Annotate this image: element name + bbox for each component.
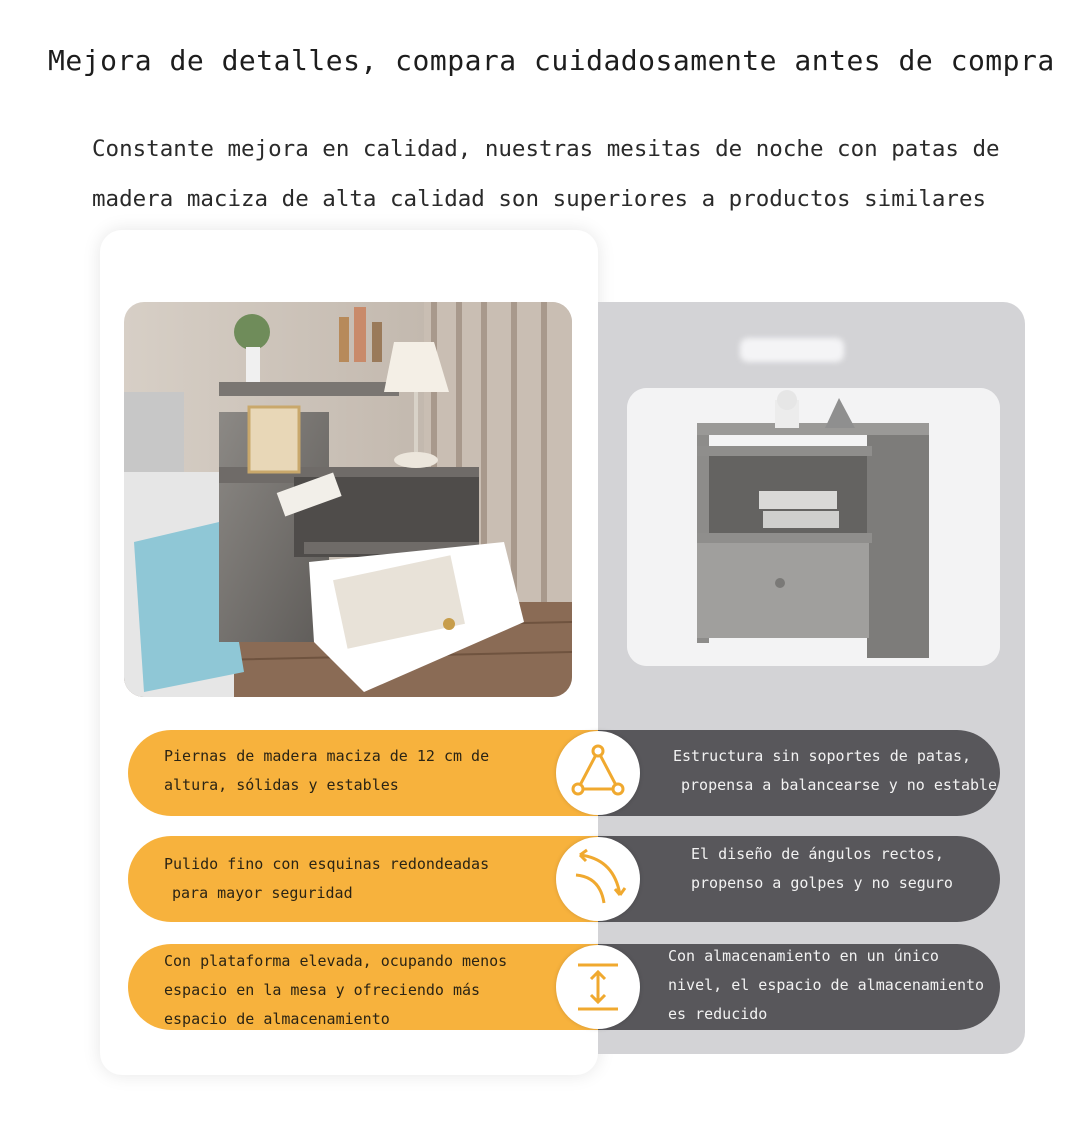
- subtitle-line-2: madera maciza de alta calidad son superiores a productos similares: [92, 186, 987, 212]
- triangle-stability-icon: [556, 731, 640, 815]
- rounded-corner-arrows-icon: [556, 837, 640, 921]
- page-title: Mejora de detalles, compara cuidadosamente antes de compra: [48, 44, 1055, 77]
- con-text-1: Estructura sin soportes de patas, propensa a balancearse y no estable: [673, 747, 998, 794]
- pro-text-2: Pulido fino con esquinas redondeadas para mayor seguridad: [164, 855, 490, 902]
- subtitle-line-1: Constante mejora en calidad, nuestras mesitas de noche con patas de: [92, 136, 1000, 162]
- page-subtitle: [92, 124, 1052, 224]
- height-arrow-icon: [556, 945, 640, 1029]
- con-text-3: Con almacenamiento en un único nivel, el espacio de almacenamiento es reducido: [668, 947, 985, 1023]
- card-highlight: [740, 338, 844, 362]
- improved-nightstand-photo: [124, 302, 572, 697]
- pro-text-3: Con plataforma elevada, ocupando menos espacio en la mesa y ofreciendo más espacio de almacenamiento: [164, 952, 508, 1028]
- competitor-nightstand-photo: [627, 388, 1000, 666]
- pro-text-1: Piernas de madera maciza de 12 cm de altura, sólidas y estables: [164, 747, 490, 794]
- con-text-2: El diseño de ángulos rectos, propenso a golpes y no seguro: [691, 845, 953, 892]
